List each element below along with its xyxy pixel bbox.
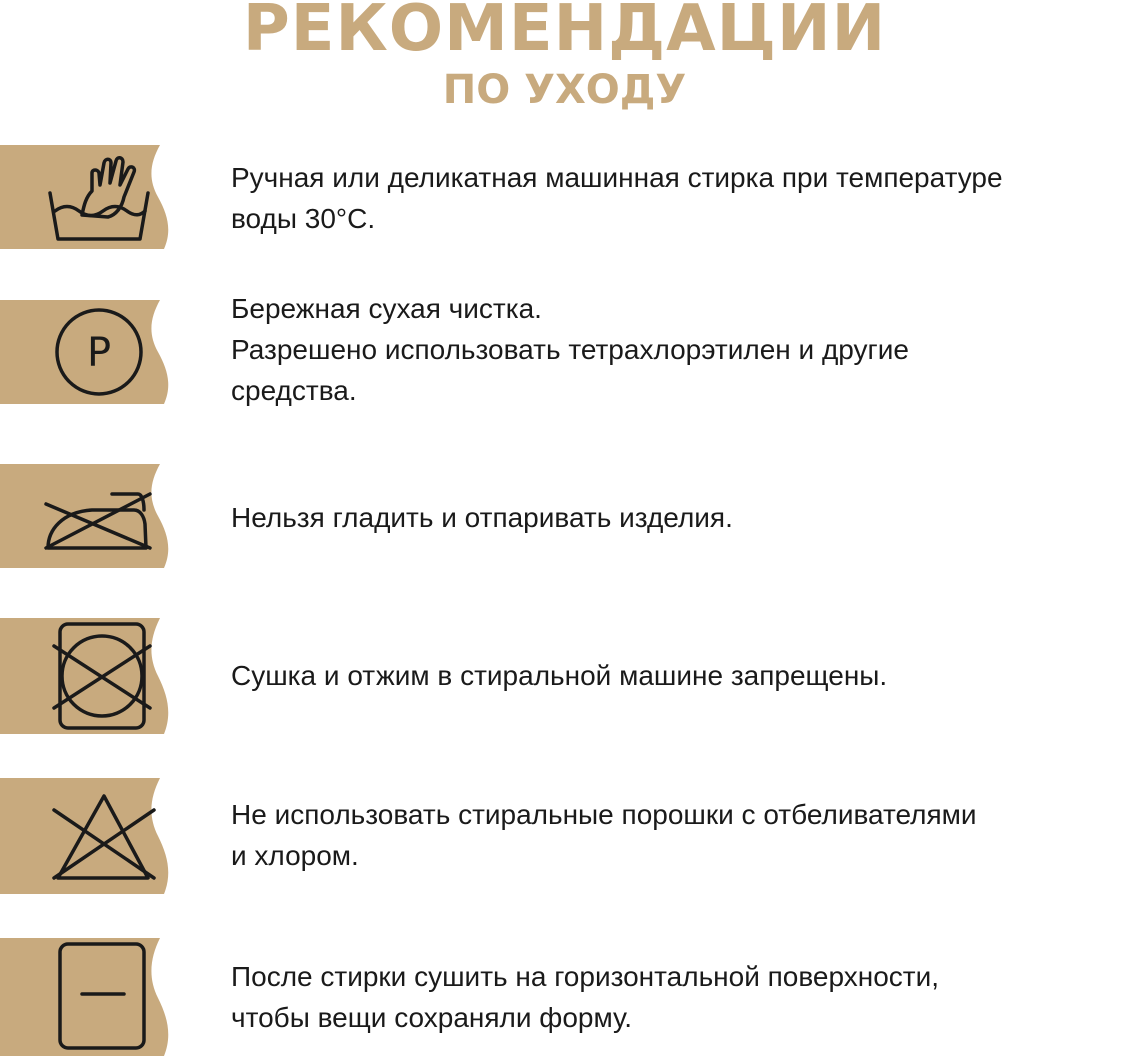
care-line: средства. (231, 375, 357, 406)
page-title: РЕКОМЕНДАЦИИ (242, 0, 887, 66)
icon-tab (0, 145, 180, 249)
care-line: Не использовать стиральные порошки с отбеливателями (231, 799, 977, 830)
care-line: Нельзя гладить и отпаривать изделия. (231, 502, 733, 533)
care-item (0, 145, 1129, 249)
icon-tab (0, 300, 180, 404)
care-line: Сушка и отжим в стиральной машине запрещены. (231, 660, 888, 691)
care-line: воды 30°С. (231, 203, 376, 234)
care-line: Разрешено использовать тетрахлорэтилен и другие (231, 334, 909, 365)
icon-tab (0, 778, 180, 894)
icon-tab (0, 618, 180, 734)
care-item (0, 464, 1129, 568)
p-letter: P (86, 330, 112, 376)
care-line: и хлором. (231, 840, 359, 871)
care-line: Ручная или деликатная машинная стирка при температуре (231, 162, 1003, 193)
care-line: чтобы вещи сохраняли форму. (231, 1002, 633, 1033)
care-item (0, 938, 1129, 1056)
care-item (0, 293, 1129, 406)
icon-tab (0, 938, 180, 1056)
care-line: После стирки сушить на горизонтальной поверхности, (231, 961, 940, 992)
care-item (0, 778, 1129, 894)
icon-tab (0, 464, 180, 568)
page-subtitle: ПО УХОДУ (442, 67, 687, 113)
care-line: Бережная сухая чистка. (231, 293, 542, 324)
care-item (0, 618, 1129, 734)
